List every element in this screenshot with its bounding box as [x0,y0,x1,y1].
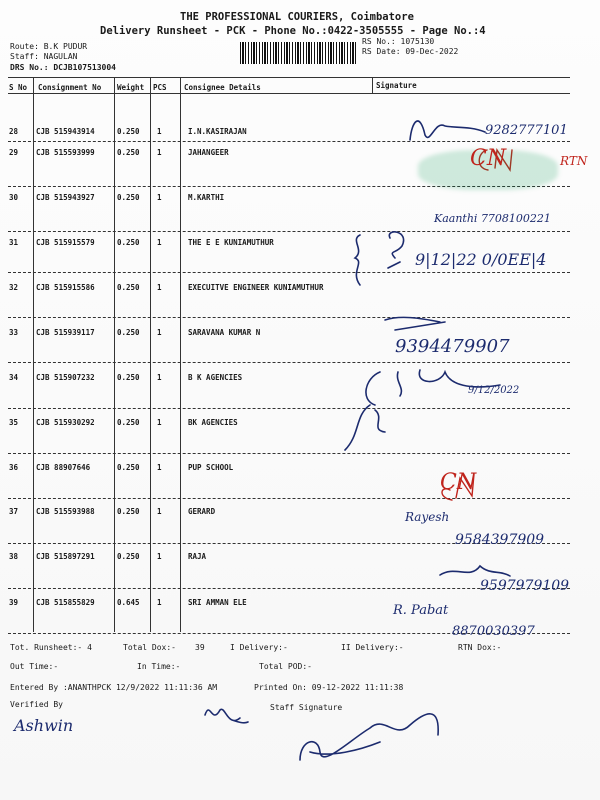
handwritten-cn: CN [470,146,507,171]
row-pcs: 1 [157,463,162,472]
rs-date: RS Date: 09-Dec-2022 [362,47,459,56]
out-time: Out Time:- [10,662,59,671]
row-consignee: I.N.KASIRAJAN [188,127,247,136]
handwritten-phone: 9584397909 [455,532,545,548]
in-time: In Time:- [137,662,181,671]
row-consignment: CJB 515855829 [36,598,95,607]
row-sno: 36 [9,463,19,472]
signature-stroke [410,121,485,140]
drs-label: DRS No.: [10,63,49,72]
staff-value: NAGULAN [43,52,78,61]
row-consignee: SARAVANA KUMAR N [188,328,261,337]
row-weight: 0.250 [117,127,140,136]
row-consignment: CJB 515907232 [36,373,95,382]
row-pcs: 1 [157,598,162,607]
row-sno: 38 [9,552,19,561]
total-dox-label: Total Dox:- [123,643,176,652]
handwritten-phone: 8870030397 [452,624,535,639]
row-consignment: CJB 515897291 [36,552,95,561]
handwritten-date: 9|12|22 0/0EE|4 [415,250,547,269]
row-consignment: CJB 88907646 [36,463,91,472]
printed-on: Printed On: 09-12-2022 11:11:38 [254,683,404,692]
col-consignee: Consignee Details [184,83,261,92]
col-weight: Weight [117,83,145,92]
runsheet-subtitle: Delivery Runsheet - PCK - Phone No.:0422-3505555 - Page No.:4 [100,25,486,37]
row-weight: 0.250 [117,238,140,247]
drs-value: DCJB107513004 [53,63,116,72]
i-delivery: I Delivery:- [230,643,288,652]
row-consignment: CJB 515930292 [36,418,95,427]
row-weight: 0.250 [117,373,140,382]
row-weight: 0.250 [117,418,140,427]
verifier-signature-stroke [205,709,248,723]
row-pcs: 1 [157,238,162,247]
staff-label: Staff: [10,52,39,61]
row-consignment: CJB 515915586 [36,283,95,292]
row-consignee: JAHANGEER [188,148,229,157]
row-sno: 37 [9,507,19,516]
handwritten-name-phone: Kaanthi 7708100221 [434,212,551,225]
verified-by-label: Verified By [10,700,63,709]
row-weight: 0.250 [117,552,140,561]
total-pod: Total POD:- [259,662,312,671]
row-consignment: CJB 515593999 [36,148,95,157]
row-pcs: 1 [157,373,162,382]
row-consignee: PUP SCHOOL [188,463,234,472]
row-sno: 28 [9,127,19,136]
row-weight: 0.250 [117,328,140,337]
row-consignee: RAJA [188,552,207,561]
handwritten-phone: 9394479907 [395,336,510,357]
row-consignment: CJB 515943914 [36,127,95,136]
row-consignee: B K AGENCIES [188,373,243,382]
row-consignee: BK AGENCIES [188,418,238,427]
row-consignment: CJB 515939117 [36,328,95,337]
handwritten-name: R. Pabat [393,603,449,618]
row-pcs: 1 [157,283,162,292]
col-consignment: Consignment No [38,83,102,92]
total-runsheet: Tot. Runsheet:- 4 [10,643,92,652]
row-sno: 32 [9,283,19,292]
row-weight: 0.250 [117,507,140,516]
row-pcs: 1 [157,418,162,427]
row-sno: 34 [9,373,19,382]
company-title: THE PROFESSIONAL COURIERS, Coimbatore [180,11,414,23]
handwritten-rtn: RTN [560,154,588,168]
row-consignee: M.KARTHI [188,193,225,202]
handwritten-cn: CN [440,470,477,495]
row-weight: 0.250 [117,148,140,157]
staff-signature-label: Staff Signature [270,703,343,712]
row-consignment: CJB 515915579 [36,238,95,247]
row-pcs: 1 [157,328,162,337]
route-value: B.K PUDUR [43,42,88,51]
signature-stroke [345,405,385,450]
signature-stroke [388,232,404,268]
col-signature: Signature [376,81,417,90]
handwritten-date: 9/12/2022 [468,385,520,396]
rs-number: RS No.: 1075130 [362,37,435,46]
row-pcs: 1 [157,193,162,202]
handwritten-phone: 9282777101 [485,123,568,138]
handwritten-name: Rayesh [405,510,450,524]
row-consignee: THE E E KUNIAMUTHUR [188,238,274,247]
signature-stroke [440,566,510,576]
row-consignment: CJB 515943927 [36,193,95,202]
entered-by: Entered By :ANANTHPCK 12/9/2022 11:11:36 AM [10,683,218,692]
row-weight: 0.645 [117,598,140,607]
row-consignee: GERARD [188,507,216,516]
row-sno: 31 [9,238,19,247]
row-weight: 0.250 [117,283,140,292]
row-pcs: 1 [157,148,162,157]
row-sno: 39 [9,598,19,607]
row-sno: 30 [9,193,19,202]
col-pcs: PCS [153,83,167,92]
scribble-stroke [385,317,445,330]
row-weight: 0.250 [117,463,140,472]
row-sno: 29 [9,148,19,157]
row-weight: 0.250 [117,193,140,202]
row-consignee: EXECUITVE ENGINEER KUNIAMUTHUR [188,283,324,292]
route-label: Route: [10,42,39,51]
row-pcs: 1 [157,552,162,561]
col-sno: S No [9,83,28,92]
staff-signature-stroke [300,714,438,760]
handwritten-phone: 9597979109 [480,578,570,594]
row-sno: 33 [9,328,19,337]
brace-stroke [355,235,360,285]
verifier-name: Ashwin [14,716,74,735]
rtn-dox: RTN Dox:- [458,643,502,652]
row-pcs: 1 [157,507,162,516]
ii-delivery: II Delivery:- [341,643,404,652]
row-consignment: CJB 515593988 [36,507,95,516]
row-pcs: 1 [157,127,162,136]
row-sno: 35 [9,418,19,427]
row-consignee: SRI AMMAN ELE [188,598,247,607]
total-dox-value: 39 [195,643,205,652]
